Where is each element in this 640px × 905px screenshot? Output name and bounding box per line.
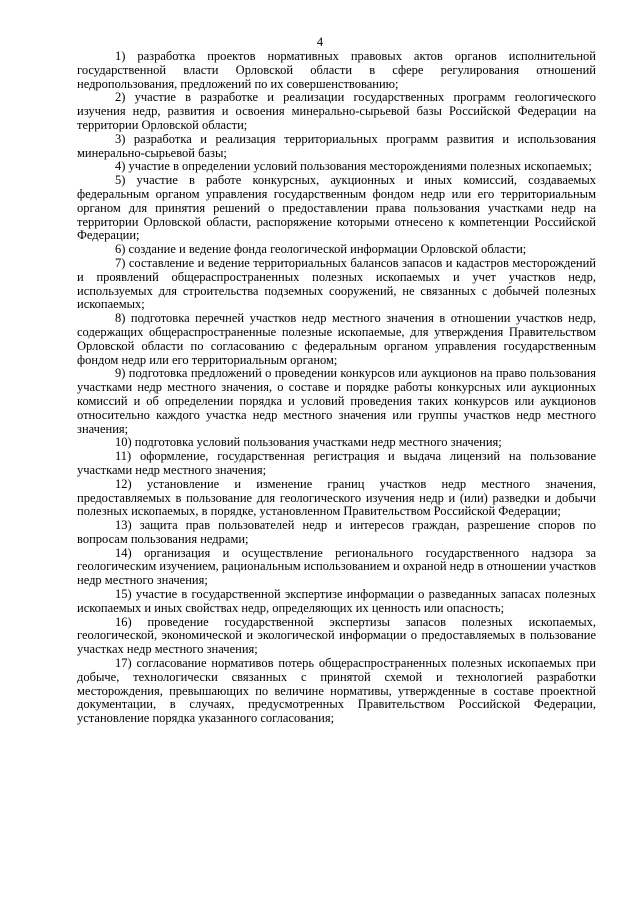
list-item-8: 8) подготовка перечней участков недр местного значения в отношении участков недр, содержащих общераспространенные полезные ископаемые, для утверждения Правительством Орловской области по согласованию с федеральным органом управления государственным фондом недр или его территориальным органом; (77, 311, 596, 367)
list-item-10: 10) подготовка условий пользования участками недр местного значения; (115, 435, 502, 450)
list-item-4: 4) участие в определении условий пользования месторождениями полезных ископаемых; (115, 159, 592, 174)
list-item-6: 6) создание и ведение фонда геологической информации Орловской области; (115, 242, 527, 257)
list-item-11: 11) оформление, государственная регистрация и выдача лицензий на пользование участками недр местного значения; (77, 449, 596, 477)
document-body (77, 50, 596, 726)
list-item-2: 2) участие в разработке и реализации государственных программ геологического изучения недр, развития и освоения минерально-сырьевой базы Российской Федерации на территории Орловской области; (77, 90, 596, 132)
list-item-14: 14) организация и осуществление регионального государственного надзора за геологическим изучением, рациональным использованием и охраной недр в отношении участков недр местного значения; (77, 545, 597, 588)
list-item-16: 16) проведение государственной экспертизы запасов полезных ископаемых, геологической, экономической и экологической информации о предоставляемых в пользование участках недр местного значения; (77, 614, 596, 657)
list-item-15: 15) участие в государственной экспертизе информации о разведанных запасах полезных ископаемых и иных свойствах недр, определяющих их ценность или опасность; (77, 587, 596, 615)
list-item-12: 12) установление и изменение границ участков недр местного значения, предоставляемых в пользование для геологического изучения недр и (или) разведки и добычи полезных ископаемых, в порядке, установленном Правительством Российской Федерации; (77, 476, 596, 519)
list-item-1: 1) разработка проектов нормативных правовых актов органов исполнительной государственной власти Орловской области в сфере регулирования отношений недропользования, предложений по их совершенствованию; (77, 49, 596, 91)
list-item-13: 13) защита прав пользователей недр и интересов граждан, разрешение споров по вопросам пользования недрами; (77, 518, 596, 546)
list-item-17: 17) согласование нормативов потерь общераспространенных полезных ископаемых при добыче, технологически связанных с принятой схемой и технологией разработки месторождения, превышающих по величине нормативы, утвержденные в составе проектной документации, в случаях, предусмотренных Правительством Российской Федерации, установление порядка указанного согласования; (77, 656, 596, 726)
list-item-3: 3) разработка и реализация территориальных программ развития и использования минерально-сырьевой базы; (77, 131, 596, 160)
list-item-5: 5) участие в работе конкурсных, аукционных и иных комиссий, создаваемых федеральным органом управления государственным фондом недр или его территориальным органом для принятия решений о предоставлении права пользования участками недр на территории Орловской области, распоряжение которыми отнесено к компетенции Российской Федерации; (77, 173, 596, 243)
page-number: 4 (316, 35, 324, 49)
list-item-7: 7) составление и ведение территориальных балансов запасов и кадастров месторождений и проявлений общераспространенных полезных ископаемых и учет участков недр, используемых для строительства подземных сооружений, не связанных с добычей полезных ископаемых; (77, 255, 596, 312)
list-item-9: 9) подготовка предложений о проведении конкурсов или аукционов на право пользования участками недр местного значения, о составе и порядке работы конкурсных или аукционных комиссий и об определении порядка и условий проведения таких конкурсов или аукционов относительно каждого участка недр местного значения или группы участков недр местного значения; (77, 366, 596, 436)
